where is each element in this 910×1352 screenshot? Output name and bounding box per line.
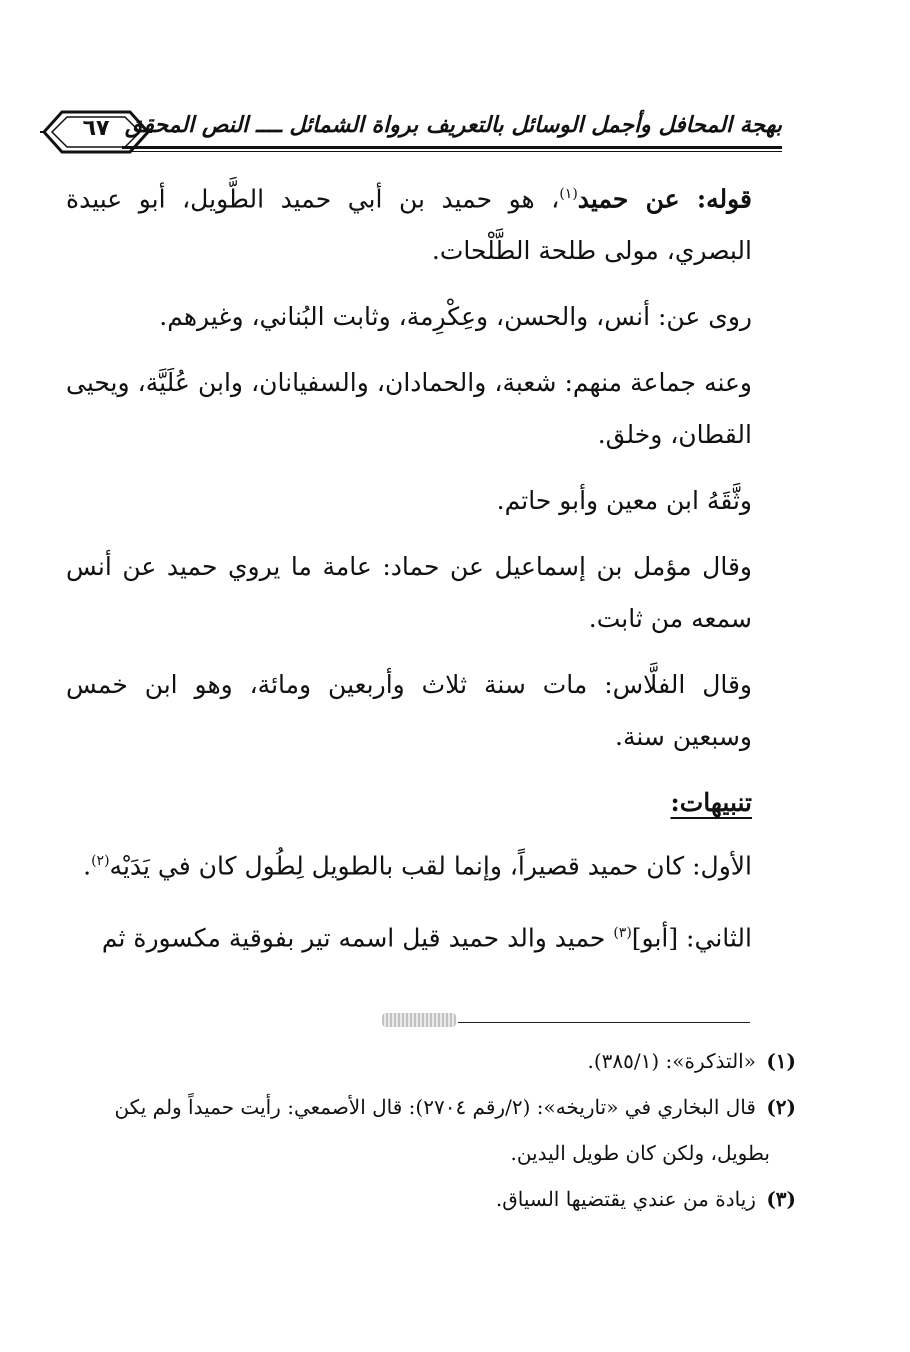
paragraph-5: وقال مؤمل بن إسماعيل عن حماد: عامة ما يروي حميد عن أنس سمعه من ثابت.: [66, 552, 752, 634]
paragraph-2: روى عن: أنس، والحسن، وعِكْرِمة، وثابت البُناني، وغيرهم.: [159, 302, 752, 332]
paragraph-7-text: الأول: كان حميد قصيراً، وإنما لقب بالطويل لِطُول كان في يَدَيْه: [109, 851, 752, 881]
footnotes: [66, 1040, 796, 1224]
footnote-separator: [458, 1022, 750, 1023]
main-text: [66, 168, 782, 978]
paragraph-7: [66, 835, 782, 892]
footnote-3-number: (٣): [766, 1187, 796, 1211]
footnote-2-number: (٢): [766, 1095, 796, 1119]
header-title: بهجة المحافل وأجمل الوسائل بالتعريف برواة الشمائل ــــ النص المحقق: [124, 112, 782, 138]
header-rule: [122, 146, 782, 152]
footnote-2-continuation: بطويل، ولكن كان طويل اليدين.: [510, 1141, 770, 1165]
footnote-1: [66, 1040, 796, 1082]
paragraph-7-end: .: [83, 851, 92, 881]
footnote-marker-1: (١): [559, 186, 578, 202]
paragraph-8-text: حميد والد حميد قيل اسمه تير بفوقية مكسورة ثم: [101, 922, 614, 952]
footnote-1-text: «التذكرة»: (٣٨٥/١).: [587, 1049, 756, 1073]
page-number: ٦٧: [82, 116, 110, 141]
footnote-3-text: زيادة من عندي يقتضيها السياق.: [495, 1187, 756, 1211]
section-heading: تنبيهات:: [670, 788, 752, 818]
paragraph-1-text: ، هو حميد بن أبي حميد الطَّويل، أبو عبيدة البصري، مولى طلحة الطَّلْحات.: [66, 184, 752, 266]
paragraph-6: وقال الفلَّاس: مات سنة ثلاث وأربعين ومائة، وهو ابن خمس وسبعين سنة.: [66, 670, 752, 752]
running-header: [40, 108, 782, 156]
footnote-3: [66, 1178, 796, 1220]
footnote-marker-2: (٢): [91, 853, 110, 870]
paragraph-4: وثَّقَهُ ابن معين وأبو حاتم.: [496, 486, 752, 516]
separator-ornament: [382, 1013, 456, 1027]
lemma: قوله: عن حميد: [577, 184, 752, 214]
footnote-2: [66, 1086, 796, 1128]
paragraph-1: [66, 168, 782, 277]
footnote-1-number: (١): [766, 1049, 796, 1073]
paragraph-8: [66, 907, 782, 964]
footnote-2-text: قال البخاري في «تاريخه»: (٢/رقم ٢٧٠٤): قال الأصمعي: رأيت حميداً ولم يكن: [114, 1095, 756, 1119]
paragraph-3: وعنه جماعة منهم: شعبة، والحمادان، والسفيانان، وابن عُلَيَّة، ويحيى القطان، وخلق.: [66, 368, 752, 450]
footnote-marker-3: (٣): [613, 924, 632, 941]
paragraph-8-start: الثاني: [أبو]: [631, 922, 752, 952]
